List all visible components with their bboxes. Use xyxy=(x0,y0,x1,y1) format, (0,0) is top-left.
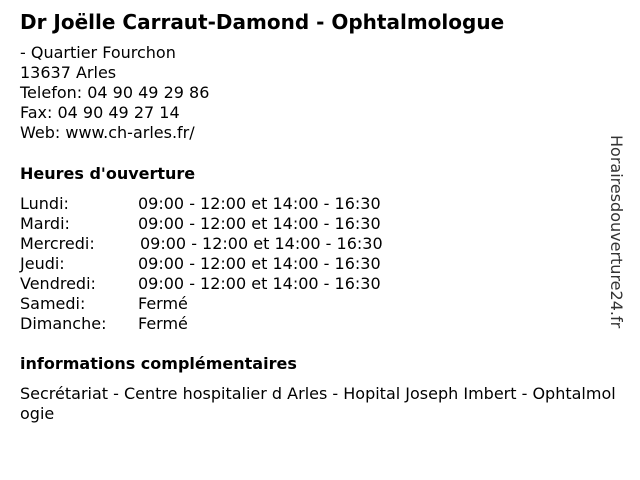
address-street: - Quartier Fourchon xyxy=(20,43,176,62)
hours-value: 09:00 - 12:00 et 14:00 - 16:30 xyxy=(138,214,381,233)
hours-value: Fermé xyxy=(138,314,188,333)
fax-number: Fax: 04 90 49 27 14 xyxy=(20,103,180,122)
address-block xyxy=(20,43,209,143)
info-text: Secrétariat - Centre hospitalier d Arles - Hopital Joseph Imbert - Ophtalmologie xyxy=(20,384,616,423)
hours-value: 09:00 - 12:00 et 14:00 - 16:30 xyxy=(138,254,381,273)
day-label: Vendredi: xyxy=(20,274,96,293)
watermark-text: Horairesdouverture24.fr xyxy=(607,135,626,329)
hours-value: Fermé xyxy=(138,294,188,313)
hours-heading: Heures d'ouverture xyxy=(20,164,196,183)
day-label: Mercredi: xyxy=(20,234,95,253)
day-label: Dimanche: xyxy=(20,314,107,333)
phone-number: Telefon: 04 90 49 29 86 xyxy=(20,83,210,102)
website: Web: www.ch-arles.fr/ xyxy=(20,123,195,142)
hours-value: 09:00 - 12:00 et 14:00 - 16:30 xyxy=(138,194,381,213)
page-title: Dr Joëlle Carraut-Damond - Ophtalmologue xyxy=(20,10,505,34)
day-label: Mardi: xyxy=(20,214,70,233)
hours-value: 09:00 - 12:00 et 14:00 - 16:30 xyxy=(140,234,383,253)
day-label: Jeudi: xyxy=(20,254,65,273)
address-city: 13637 Arles xyxy=(20,63,117,82)
hours-value: 09:00 - 12:00 et 14:00 - 16:30 xyxy=(138,274,381,293)
day-label: Samedi: xyxy=(20,294,86,313)
day-label: Lundi: xyxy=(20,194,69,213)
info-heading: informations complémentaires xyxy=(20,354,297,373)
